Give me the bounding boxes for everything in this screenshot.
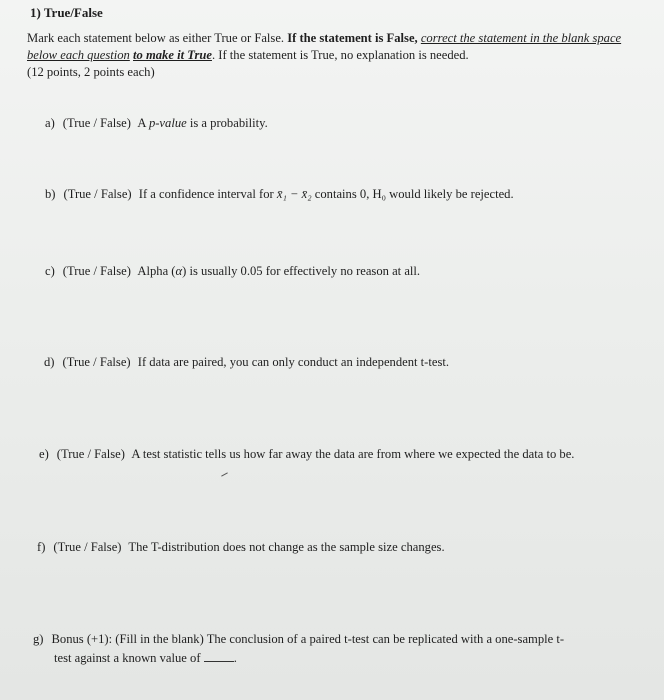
question-text: If a confidence interval for bbox=[138, 187, 274, 201]
section-title: 1) True/False bbox=[30, 5, 103, 20]
question-text: Alpha ( bbox=[137, 264, 176, 278]
question-text: ) is usually 0.05 for effectively no reason at all. bbox=[182, 264, 421, 278]
question-g bbox=[33, 630, 564, 649]
instructions-text: Mark each statement below as either True or False. bbox=[27, 31, 285, 45]
instructions-bold: If the statement is False, bbox=[287, 31, 418, 45]
question-text: A bbox=[137, 116, 146, 130]
true-false-choice[interactable]: (True / False) bbox=[62, 264, 131, 278]
p-value-term: p-value bbox=[148, 116, 187, 130]
true-false-choice[interactable]: (True / False) bbox=[56, 447, 125, 461]
instructions-emphasis: to make it True bbox=[133, 48, 212, 62]
question-letter: b) bbox=[45, 187, 56, 201]
fill-in-blank[interactable] bbox=[204, 649, 234, 662]
question-text: test against a known value of bbox=[54, 651, 201, 665]
question-text: The T-distribution does not change as the sample size changes. bbox=[128, 540, 445, 554]
question-g-continued bbox=[54, 649, 237, 668]
question-letter: f) bbox=[37, 540, 46, 554]
question-letter: e) bbox=[39, 447, 49, 461]
question-text: contains 0, H₀ would likely be rejected. bbox=[314, 187, 514, 201]
question-text: A test statistic tells us how far away the data are from where we expected the data to be. bbox=[131, 447, 575, 461]
question-text: . bbox=[233, 651, 237, 665]
question-text: If data are paired, you can only conduct an independent t-test. bbox=[137, 355, 449, 369]
question-f bbox=[37, 538, 445, 557]
question-text: is a probability. bbox=[189, 116, 268, 130]
instructions-text-2: . If the statement is True, no explanation is needed. bbox=[211, 48, 469, 62]
question-a bbox=[45, 114, 268, 133]
instructions-italic: correct the statement in the blank space below each question bbox=[27, 31, 622, 62]
points-note: (12 points, 2 points each) bbox=[27, 65, 155, 79]
question-letter: c) bbox=[45, 264, 55, 278]
instructions bbox=[27, 30, 647, 81]
true-false-choice[interactable]: (True / False) bbox=[63, 187, 132, 201]
question-e bbox=[39, 445, 574, 464]
question-text: Bonus (+1): (Fill in the blank) The conclusion of a paired t-test can be replicated with a one-sample t- bbox=[51, 632, 565, 646]
alpha-symbol: α bbox=[175, 264, 183, 278]
question-c bbox=[45, 262, 420, 281]
question-d bbox=[44, 353, 449, 372]
true-false-choice[interactable]: (True / False) bbox=[62, 116, 131, 130]
true-false-choice[interactable]: (True / False) bbox=[53, 540, 122, 554]
question-letter: d) bbox=[44, 355, 55, 369]
question-b bbox=[45, 185, 514, 204]
question-letter: a) bbox=[45, 116, 55, 130]
math-expression: x̄₁ − x̄₂ bbox=[276, 187, 312, 201]
pencil-mark bbox=[221, 472, 228, 476]
question-letter: g) bbox=[33, 632, 44, 646]
true-false-choice[interactable]: (True / False) bbox=[62, 355, 131, 369]
